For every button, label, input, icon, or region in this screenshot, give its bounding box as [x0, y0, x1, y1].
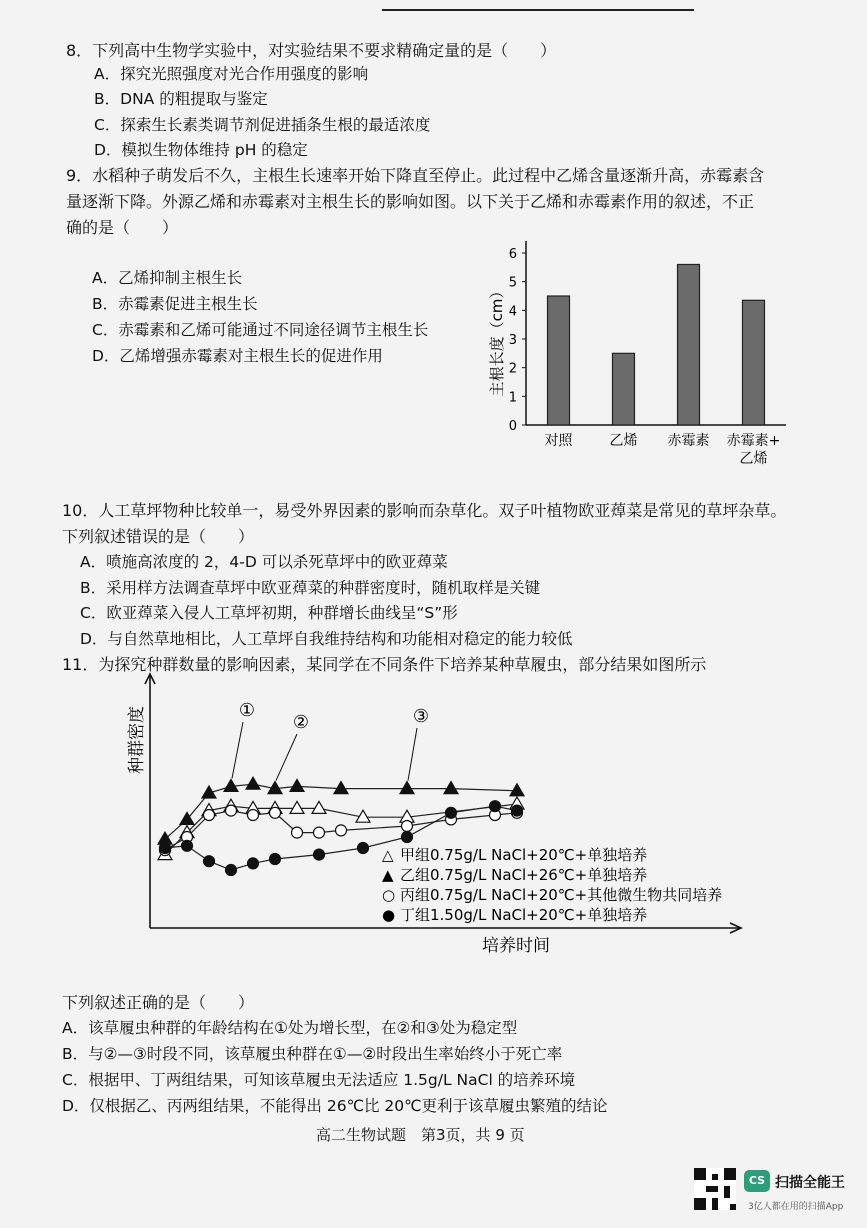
legend-symbol: △	[382, 846, 394, 864]
data-point	[446, 807, 457, 818]
annotation-label: ①	[238, 700, 256, 721]
watermark-app-name: 扫描全能王	[775, 1175, 845, 1191]
data-point	[400, 782, 414, 794]
line-chart-ylabel: 种群密度	[127, 706, 147, 774]
qr-code-icon	[694, 1168, 736, 1210]
annotation-pointer	[276, 734, 297, 781]
data-point	[226, 805, 237, 816]
data-point	[226, 865, 237, 876]
data-point	[402, 821, 413, 832]
annotation-pointer	[232, 722, 243, 778]
bar-chart-category-label: 赤霉素+	[726, 433, 781, 449]
annotation-pointer	[408, 728, 417, 781]
bar-chart-y-tick-label: 1	[508, 390, 517, 406]
bar-3	[678, 264, 700, 425]
data-point	[444, 782, 458, 794]
bar-2	[613, 353, 635, 425]
data-point	[402, 832, 413, 843]
bar-chart-category-label: 对照	[544, 433, 573, 449]
bar-1	[548, 296, 570, 425]
watermark-tagline: 3亿人都在用的扫描App	[748, 1202, 844, 1212]
q10-option-d: D．与自然草地相比，人工草坪自我维持结构和功能相对稳定的能力较低	[80, 630, 573, 648]
q11-stem: 11．为探究种群数量的影响因素，某同学在不同条件下培养某种草履虫，部分结果如图所示	[62, 655, 707, 674]
data-point	[292, 827, 303, 838]
q11-option-d: D．仅根据乙、丙两组结果，不能得出 26℃比 20℃更利于该草履虫繁殖的结论	[62, 1097, 608, 1115]
q9-stem-line3: 确的是（ ）	[66, 218, 179, 237]
q9-option-d: D．乙烯增强赤霉素对主根生长的促进作用	[92, 347, 383, 365]
bar-chart-category-label: 乙烯	[739, 451, 768, 467]
q9-stem-line2: 量逐渐下降。外源乙烯和赤霉素对主根生长的影响如图。以下关于乙烯和赤霉素作用的叙述，不正	[66, 192, 755, 211]
data-point	[314, 849, 325, 860]
population-density-line-chart	[120, 670, 800, 970]
q8-option-c: C．探索生长素类调节剂促进插条生根的最适浓度	[94, 116, 431, 134]
bar-4	[743, 300, 765, 425]
data-point	[248, 810, 259, 821]
q8-option-b: B．DNA 的粗提取与鉴定	[94, 90, 268, 108]
bar-chart-category-label: 乙烯	[609, 433, 638, 449]
q8-option-d: D．模拟生物体维持 pH 的稳定	[94, 141, 308, 159]
legend-item-1: 甲组0.75g/L NaCl+20℃+单独培养	[400, 846, 648, 864]
q10-stem-line2: 下列叙述错误的是（ ）	[62, 527, 255, 546]
data-point	[336, 825, 347, 836]
data-point	[312, 801, 326, 813]
q9-stem-line1: 9．水稻种子萌发后不久，主根生长速率开始下降直至停止。此过程中乙烯含量逐渐升高，赤霉素含	[66, 166, 765, 185]
data-point	[246, 777, 260, 789]
data-point	[204, 810, 215, 821]
data-point	[490, 801, 501, 812]
q11-option-a: A．该草履虫种群的年龄结构在①处为增长型，在②和③处为稳定型	[62, 1019, 518, 1037]
data-point	[270, 854, 281, 865]
bar-chart-y-tick-label: 4	[508, 304, 517, 320]
annotation-label: ③	[412, 706, 430, 727]
data-point	[290, 801, 304, 813]
annotation-label: ②	[292, 712, 310, 733]
legend-item-3: 丙组0.75g/L NaCl+20℃+其他微生物共同培养	[400, 886, 723, 904]
q10-option-a: A．喷施高浓度的 2，4-D 可以杀死草坪中的欧亚蔊菜	[80, 553, 448, 571]
q9-option-a: A．乙烯抑制主根生长	[92, 269, 243, 287]
q11-prompt: 下列叙述正确的是（ ）	[62, 993, 255, 1012]
q8-stem: 8．下列高中生物学实验中，对实验结果不要求精确定量的是（ ）	[66, 41, 557, 60]
data-point	[334, 782, 348, 794]
legend-symbol: ●	[382, 906, 396, 924]
legend-symbol: ○	[382, 886, 396, 904]
bar-chart-y-tick-label: 0	[508, 419, 517, 434]
page-footer: 高二生物试题 第3页，共 9 页	[316, 1126, 525, 1144]
data-point	[510, 784, 524, 796]
bar-chart-y-tick-label: 5	[508, 275, 517, 291]
line-chart-xlabel: 培养时间	[482, 936, 550, 956]
data-point	[204, 856, 215, 867]
root-length-bar-chart	[480, 222, 800, 477]
data-point	[290, 779, 304, 791]
q9-option-c: C．赤霉素和乙烯可能通过不同途径调节主根生长	[92, 321, 429, 339]
data-point	[314, 827, 325, 838]
data-point	[182, 840, 193, 851]
bar-chart-category-label: 赤霉素	[667, 433, 710, 449]
q11-option-b: B．与②—③时段不同，该草履虫种群在①—②时段出生率始终小于死亡率	[62, 1045, 563, 1063]
bar-chart-y-tick-label: 3	[508, 333, 517, 348]
q9-option-b: B．赤霉素促进主根生长	[92, 295, 258, 313]
data-point	[512, 805, 523, 816]
data-point	[358, 843, 369, 854]
top-rule	[382, 9, 694, 11]
camscanner-logo: CS	[744, 1170, 770, 1192]
q8-option-a: A．探究光照强度对光合作用强度的影响	[94, 65, 369, 83]
data-point	[270, 807, 281, 818]
data-point	[248, 858, 259, 869]
q10-option-c: C．欧亚蔊菜入侵人工草坪初期，种群增长曲线呈“S”形	[80, 604, 458, 622]
legend-symbol: ▲	[382, 866, 394, 884]
data-point	[160, 843, 171, 854]
legend-item-4: 丁组1.50g/L NaCl+20℃+单独培养	[400, 906, 648, 924]
q10-stem-line1: 10．人工草坪物种比较单一，易受外界因素的影响而杂草化。双子叶植物欧亚蔊菜是常见的草坪杂草。	[62, 501, 787, 520]
q10-option-b: B．采用样方法调查草坪中欧亚蔊菜的种群密度时，随机取样是关键	[80, 579, 541, 597]
bar-chart-ylabel: 主根长度（cm）	[488, 283, 506, 397]
bar-chart-y-tick-label: 6	[508, 247, 517, 262]
legend-item-2: 乙组0.75g/L NaCl+26℃+单独培养	[400, 866, 648, 884]
bar-chart-y-tick-label: 2	[508, 361, 517, 377]
q11-option-c: C．根据甲、丁两组结果，可知该草履虫无法适应 1.5g/L NaCl 的培养环境	[62, 1071, 576, 1089]
